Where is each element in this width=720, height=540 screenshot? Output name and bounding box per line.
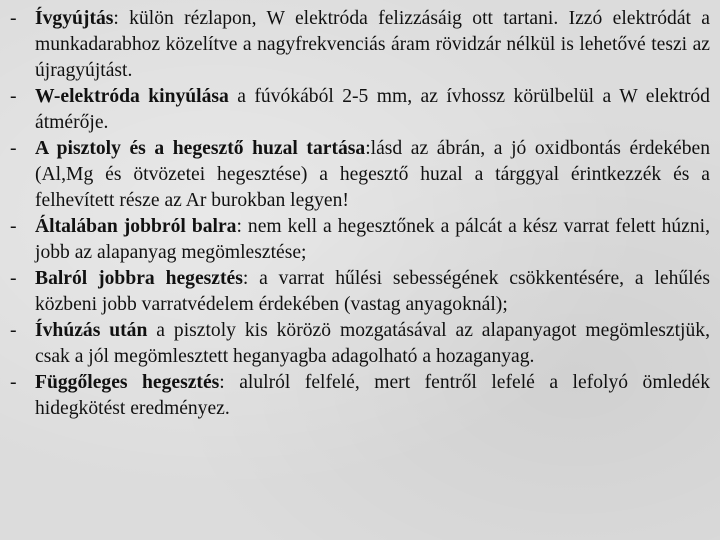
list-item: [10, 84, 710, 136]
bullet-term: Ívgyújtás: [35, 8, 114, 29]
bullet-dash: -: [10, 8, 17, 29]
bullet-dash: -: [10, 138, 17, 159]
bullet-dash: -: [10, 216, 17, 237]
list-item: [10, 214, 710, 266]
bullet-text: : nem kell a hegesztőnek a pálcát a kész varrat felett húzni, jobb az alapanyag megömlesztése;: [35, 216, 710, 263]
list-item: [10, 318, 710, 370]
bullet-text: a fúvókából 2-5 mm, az ívhossz körülbelül a W elektród átmérője.: [35, 86, 710, 133]
bullet-dash: -: [10, 320, 17, 341]
bullet-term: Általában jobbról balra: [35, 216, 237, 237]
bullet-text: : a varrat hűlési sebességének csökkentésére, a lehűlés közbeni jobb varratvédelem érdekében (vastag anyagoknál);: [35, 268, 710, 315]
bullet-term: Balról jobbra hegesztés: [35, 268, 243, 289]
bullet-text: : külön rézlapon, W elektróda felizzásáig ott tartani. Izzó elektródát a munkadarabhoz közelítve a nagyfrekvenciás áram rövidzár nélkül is lehetővé teszi az újragyújtást.: [35, 8, 710, 81]
bullet-list: [10, 6, 710, 422]
bullet-text: : alulról felfelé, mert fentről lefelé a lefolyó ömledék hidegkötést eredményez.: [35, 372, 710, 419]
bullet-term: Függőleges hegesztés: [35, 372, 220, 393]
bullet-dash: -: [10, 372, 17, 393]
bullet-dash: -: [10, 268, 17, 289]
bullet-text: :lásd az ábrán, a jó oxidbontás érdekében (Al,Mg és ötvözetei hegesztése) a hegesztő huzal a tárggyal érintkezzék és a felhevített része az Ar burokban legyen!: [35, 138, 710, 211]
bullet-term: A pisztoly és a hegesztő huzal tartása: [35, 138, 366, 159]
list-item: [10, 6, 710, 84]
list-item: [10, 266, 710, 318]
list-item: [10, 370, 710, 422]
bullet-dash: -: [10, 86, 17, 107]
list-item: [10, 136, 710, 214]
bullet-term: Ívhúzás után: [35, 320, 148, 341]
bullet-text: a pisztoly kis körözö mozgatásával az alapanyagot megömlesztjük, csak a jól megömlesztett heganyagba adagolható a hozaganyag.: [35, 320, 710, 367]
bullet-term: W-elektróda kinyúlása: [35, 86, 229, 107]
